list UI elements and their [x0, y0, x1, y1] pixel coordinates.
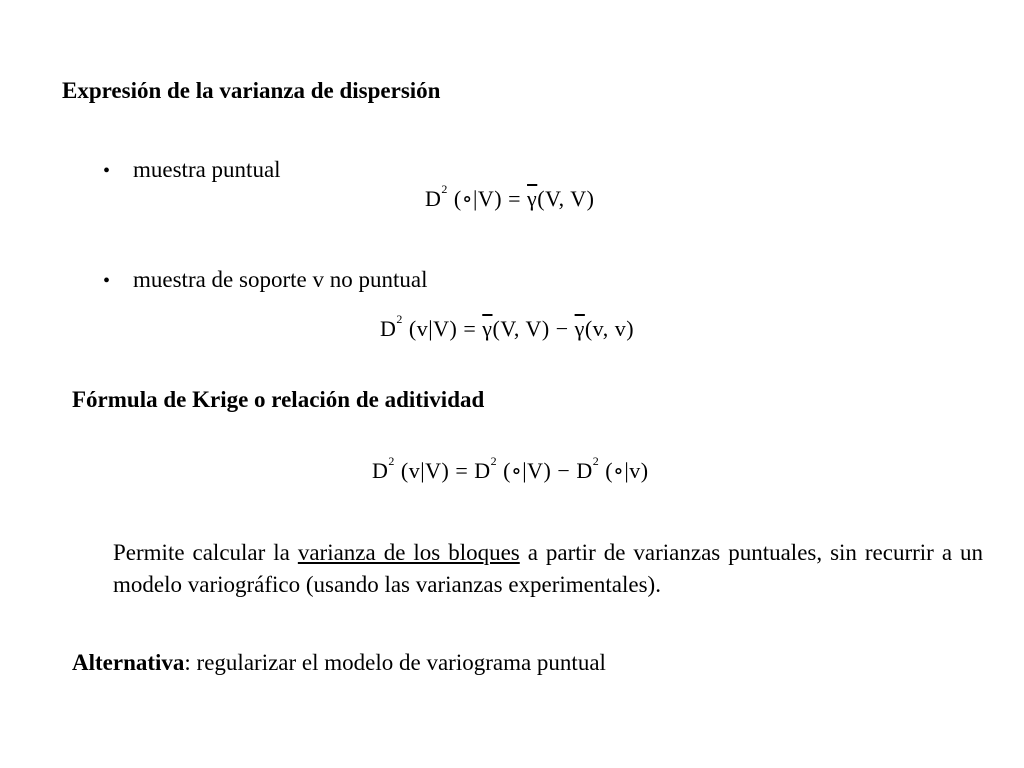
paragraph-text: Permite calcular la [113, 540, 298, 565]
eq-exponent: 2 [388, 454, 395, 468]
paragraph-text: a partir de varianzas puntuales, sin recurrir a un modelo variográfico (usando las varianzas experimentales). [113, 540, 983, 597]
eq-gamma-bar: $\overline{\gamma}$ [527, 186, 538, 211]
equation-point-sample [425, 182, 595, 212]
eq-argument: (V, V) [537, 186, 595, 211]
eq-argument: (∘|V) [503, 458, 552, 483]
eq-term: D [576, 458, 593, 483]
krige-explanation-paragraph [113, 537, 983, 601]
eq-term: D [372, 458, 389, 483]
alternative-text: : regularizar el modelo de variograma puntual [184, 650, 606, 675]
bullet-icon: • [103, 160, 111, 182]
eq-exponent: 2 [490, 454, 498, 468]
equation-non-point-support [380, 312, 635, 342]
eq-argument: (∘|V) [453, 186, 503, 211]
eq-term: D [380, 316, 397, 341]
eq-minus-sign: − [555, 316, 569, 341]
eq-equals-sign: = [455, 458, 469, 483]
eq-minus-sign: − [557, 458, 571, 483]
bullet-icon: • [103, 270, 111, 292]
eq-term: D [474, 458, 491, 483]
eq-equals-sign: = [508, 186, 522, 211]
paragraph-underlined-term: varianza de los bloques [297, 540, 520, 565]
section-title-krige-formula: Fórmula de Krige o relación de aditividad [72, 387, 485, 412]
bullet-label: muestra puntual [133, 157, 281, 182]
eq-gamma-bar: $\overline{\gamma}$ [574, 316, 585, 341]
equation-krige [372, 454, 649, 484]
eq-exponent: 2 [441, 182, 448, 196]
alternative-label: Alternativa [72, 650, 185, 675]
eq-argument: (v|V) [408, 316, 458, 341]
eq-argument: (V, V) [492, 316, 550, 341]
eq-equals-sign: = [463, 316, 477, 341]
bullet-label: muestra de soporte v no puntual [133, 267, 428, 292]
bullet-item-point-sample [103, 157, 281, 183]
eq-gamma-bar: $\overline{\gamma}$ [482, 316, 493, 341]
eq-argument: (∘|v) [605, 458, 649, 483]
bullet-item-non-point-support [103, 267, 427, 293]
eq-argument: (v, v) [584, 316, 635, 341]
section-title-dispersion-variance: Expresión de la varianza de dispersión [62, 78, 441, 103]
eq-exponent: 2 [396, 312, 403, 326]
eq-argument: (v|V) [400, 458, 450, 483]
eq-exponent: 2 [592, 454, 600, 468]
eq-term: D [425, 186, 442, 211]
alternative-line [72, 650, 606, 676]
